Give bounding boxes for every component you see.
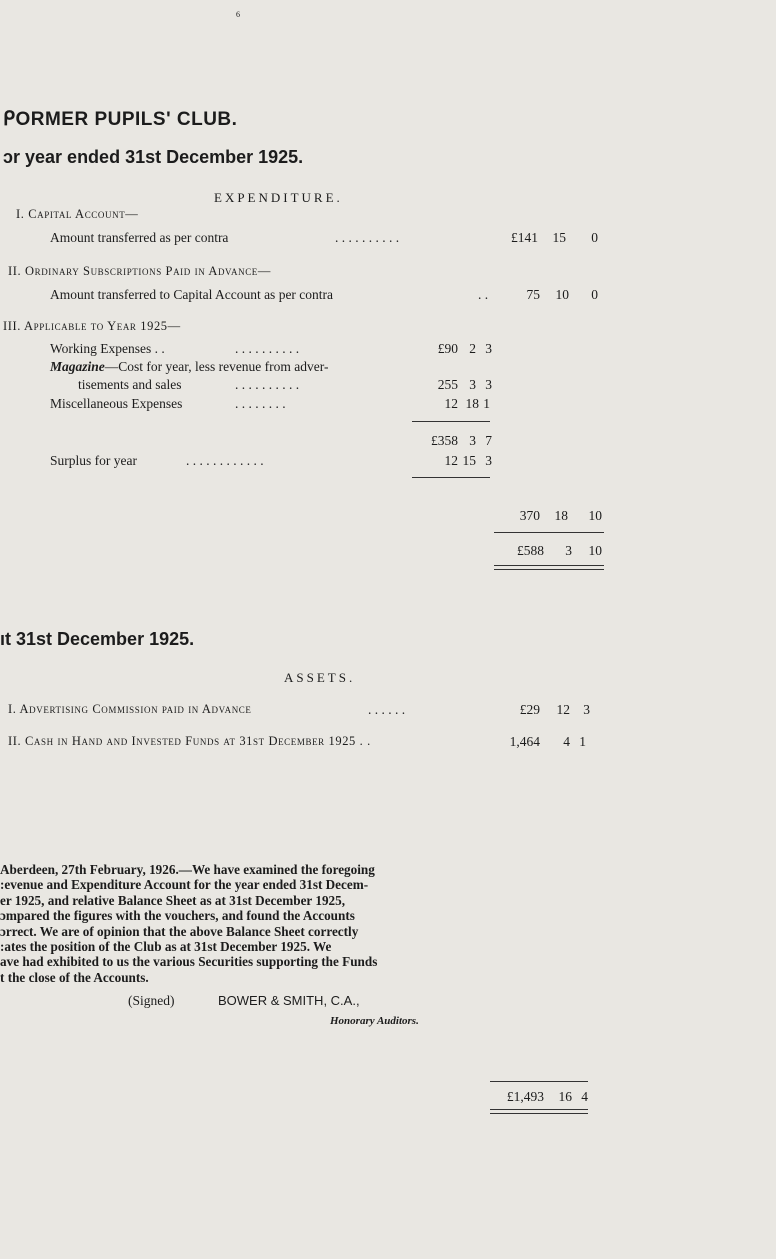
rule bbox=[490, 1081, 588, 1082]
asset-row-label: I. Advertising Commission paid in Advance bbox=[8, 702, 252, 716]
amount-pence: 1 bbox=[483, 396, 490, 411]
page-subtitle: ɔr year ended 31st December 1925. bbox=[3, 147, 304, 167]
auditor-role: Honorary Auditors. bbox=[330, 1015, 419, 1027]
subtotal-pence: 7 bbox=[485, 433, 492, 448]
amount-pence: 3 bbox=[583, 702, 590, 717]
line-item: Amount transferred as per contra bbox=[50, 230, 229, 245]
rule bbox=[412, 421, 490, 422]
rule bbox=[412, 477, 490, 478]
leader-dots: . . . . . . . . . . bbox=[235, 377, 300, 392]
amount-pounds: £29 bbox=[519, 702, 540, 717]
amount-pence: 0 bbox=[591, 287, 598, 302]
section-label: I. Capital Account— bbox=[16, 207, 139, 221]
amount-pounds: 12 bbox=[444, 396, 458, 411]
amount-pounds: £141 bbox=[511, 230, 538, 245]
leader-dots: . . . . . . . . . . . . bbox=[186, 453, 264, 468]
audit-certificate bbox=[0, 862, 480, 985]
subtotal-pounds: £358 bbox=[431, 433, 458, 448]
balance-total-pence: 4 bbox=[581, 1089, 588, 1104]
rule bbox=[494, 532, 604, 533]
balance-total-pounds: £1,493 bbox=[506, 1089, 544, 1104]
amount-shillings: 4 bbox=[563, 734, 570, 749]
section-label: II. Ordinary Subscriptions Paid in Advance— bbox=[8, 264, 271, 278]
leader-dots: . . . . . . . . . . bbox=[335, 230, 400, 245]
amount-pounds: 255 bbox=[437, 377, 458, 392]
line-item: Amount transferred to Capital Account as per contra bbox=[50, 287, 334, 302]
amount-pence: 3 bbox=[485, 453, 492, 468]
line-item: Working Expenses . . bbox=[50, 341, 165, 356]
grand-total-pounds: £588 bbox=[517, 543, 544, 558]
leader-dots: . . . . . . . . . . bbox=[235, 341, 300, 356]
amount-shillings: 2 bbox=[469, 341, 476, 356]
amount-pounds: £90 bbox=[437, 341, 458, 356]
signed-label: (Signed) bbox=[128, 993, 175, 1008]
double-rule bbox=[490, 1109, 588, 1114]
amount-pounds: 12 bbox=[444, 453, 458, 468]
line-item: Magazine—Cost for year, less revenue from adver- bbox=[50, 359, 329, 374]
applicable-total-pence: 10 bbox=[588, 508, 602, 523]
expenditure-heading: EXPENDITURE. bbox=[214, 190, 343, 205]
assets-heading: ASSETS. bbox=[284, 670, 356, 685]
page-title: ᑭORMER PUPILS' CLUB. bbox=[3, 109, 238, 130]
amount-pounds: 1,464 bbox=[509, 734, 540, 749]
leader-dots: . . . . . . . . bbox=[235, 396, 286, 411]
line-item: tisements and sales bbox=[78, 377, 182, 392]
audit-line: ɔrrect. We are of opinion that the above Balance Sheet correctly bbox=[0, 923, 359, 939]
leader-dots: . . bbox=[478, 287, 489, 302]
audit-line: t the close of the Accounts. bbox=[0, 969, 149, 985]
section-label: III. Applicable to Year 1925— bbox=[3, 319, 181, 333]
amount-pence: 1 bbox=[579, 734, 586, 749]
amount-shillings: 12 bbox=[556, 702, 570, 717]
audit-line: ɔmpared the figures with the vouchers, and found the Accounts bbox=[0, 908, 355, 924]
line-item: Surplus for year bbox=[50, 453, 137, 468]
audit-line: er 1925, and relative Balance Sheet as at 31st December 1925, bbox=[0, 892, 346, 908]
auditor-name: BOWER & SMITH, C.A., bbox=[218, 993, 360, 1008]
amount-shillings: 18 bbox=[465, 396, 479, 411]
subtotal-shillings: 3 bbox=[469, 433, 476, 448]
audit-line: :ates the position of the Club as at 31st December 1925. We bbox=[0, 939, 332, 955]
leader-dots: . . . . . . bbox=[368, 702, 406, 717]
double-rule bbox=[494, 565, 604, 570]
amount-shillings: 10 bbox=[555, 287, 569, 302]
amount-shillings: 3 bbox=[469, 377, 476, 392]
line-item: Miscellaneous Expenses bbox=[50, 396, 183, 411]
audit-line: ave had exhibited to us the various Securities supporting the Funds bbox=[0, 954, 378, 970]
amount-shillings: 15 bbox=[462, 453, 476, 468]
amount-shillings: 15 bbox=[552, 230, 566, 245]
balance-title: ıt 31st December 1925. bbox=[0, 629, 195, 649]
amount-pounds: 75 bbox=[526, 287, 540, 302]
amount-pence: 0 bbox=[591, 230, 598, 245]
audit-line: Aberdeen, 27th February, 1926.—We have examined the foregoing bbox=[0, 862, 375, 877]
page-number: 6 bbox=[236, 10, 240, 19]
amount-pence: 3 bbox=[485, 377, 492, 392]
applicable-total-shillings: 18 bbox=[554, 508, 568, 523]
grand-total-shillings: 3 bbox=[565, 543, 572, 558]
applicable-total-pounds: 370 bbox=[519, 508, 540, 523]
audit-line: :evenue and Expenditure Account for the year ended 31st Decem- bbox=[0, 877, 369, 893]
amount-pence: 3 bbox=[485, 341, 492, 356]
grand-total-pence: 10 bbox=[588, 543, 602, 558]
asset-row-label: II. Cash in Hand and Invested Funds at 31st December 1925 . . bbox=[8, 734, 371, 748]
balance-total-shillings: 16 bbox=[558, 1089, 572, 1104]
